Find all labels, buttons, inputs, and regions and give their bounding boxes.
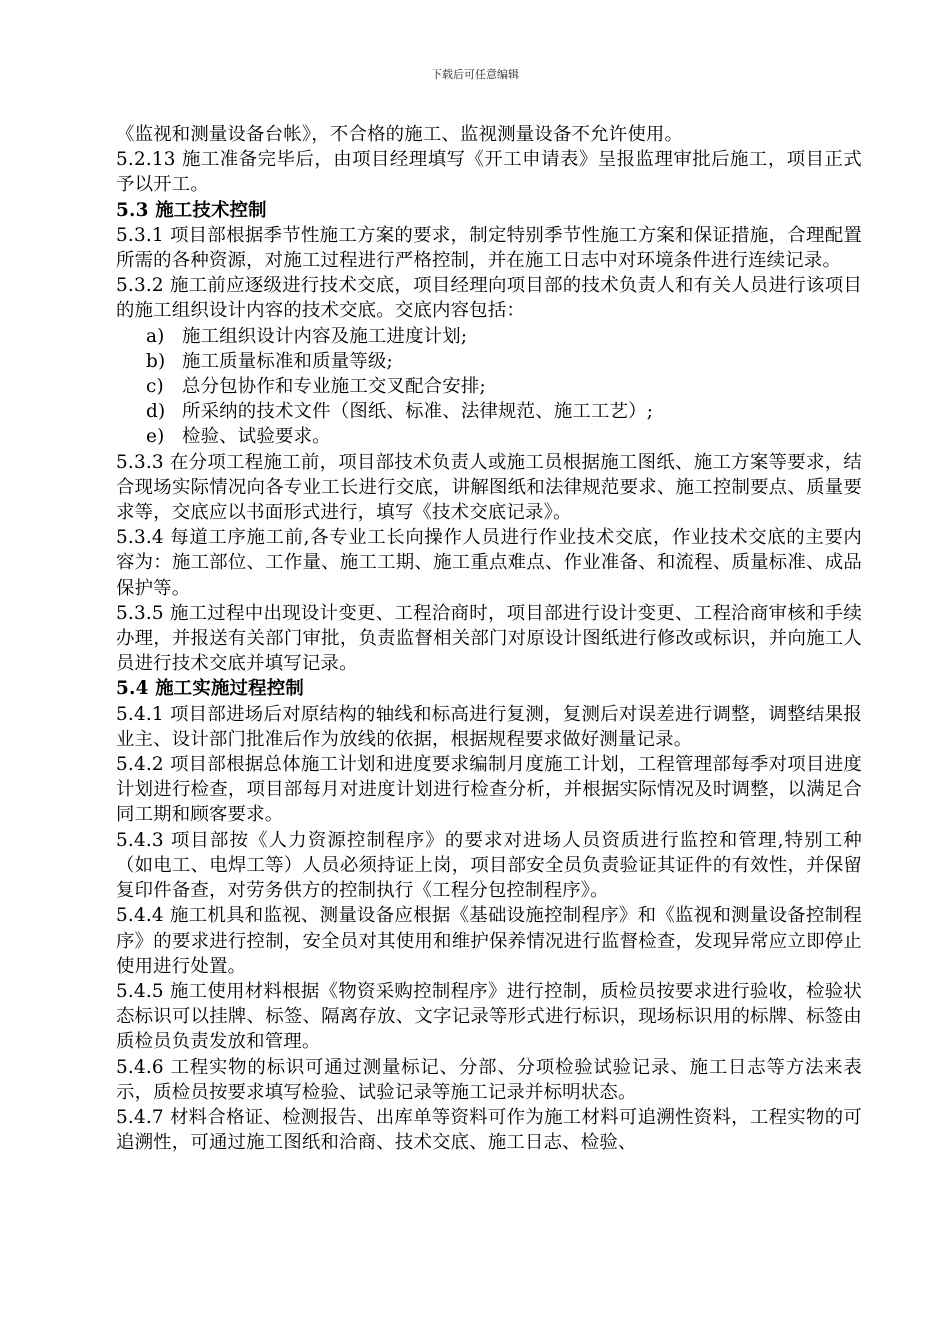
paragraph: 5.3.5 施工过程中出现设计变更、工程洽商时，项目部进行设计变更、工程洽商审核和手续办理，并报送有关部门审批，负责监督相关部门对原设计图纸进行修改或标识，并向施工人员进行技术交底并填写记录。 xyxy=(116,602,862,675)
list-item-text: 总分包协作和专业施工交叉配合安排; xyxy=(182,376,486,398)
list-item-label: e) xyxy=(146,426,165,448)
list-item-text: 施工质量标准和质量等级; xyxy=(182,350,393,372)
list-item xyxy=(116,349,862,374)
list-item xyxy=(116,374,862,399)
list-item-label: c) xyxy=(146,376,164,398)
paragraph: 5.4.5 施工使用材料根据《物资采购控制程序》进行控制，质检员按要求进行验收，检验状态标识可以挂牌、标签、隔离存放、文字记录等形式进行标识，现场标识用的标牌、标签由质检员负责发放和管理。 xyxy=(116,980,862,1053)
paragraph: 5.4.1 项目部进场后对原结构的轴线和标高进行复测，复测后对误差进行调整，调整结果报业主、设计部门批准后作为放线的依据，根据规程要求做好测量记录。 xyxy=(116,703,862,750)
paragraph: 5.4.2 项目部根据总体施工计划和进度要求编制月度施工计划，工程管理部每季对项目进度计划进行检查，项目部每月对进度计划进行检查分析，并根据实际情况及时调整，以满足合同工期和顾客要求。 xyxy=(116,754,862,826)
list-item-text: 检验、试验要求。 xyxy=(182,426,331,448)
document-body xyxy=(116,122,862,1155)
paragraph: 5.4.6 工程实物的标识可通过测量标记、分部、分项检验试验记录、施工日志等方法来表示，质检员按要求填写检验、试验记录等施工记录并标明状态。 xyxy=(116,1056,862,1103)
list-item-label: b) xyxy=(146,350,166,372)
page-header: 下载后可任意编辑 xyxy=(431,68,519,81)
list-item xyxy=(116,324,862,349)
paragraph: 《监视和测量设备台帐》，不合格的施工、监视测量设备不允许使用。 xyxy=(116,124,684,145)
list-item-text: 所采纳的技术文件（图纸、标准、法律规范、施工工艺）; xyxy=(182,401,654,423)
paragraph: 5.4.3 项目部按《人力资源控制程序》的要求对进场人员资质进行监控和管理,特别工种（如电工、电焊工等）人员必须持证上岗，项目部安全员负责验证其证件的有效性，并保留复印件备查，对劳务供方的控制执行《工程分包控制程序》。 xyxy=(116,829,862,902)
list-item-text: 施工组织设计内容及施工进度计划; xyxy=(182,325,468,347)
paragraph: 5.3.3 在分项工程施工前，项目部技术负责人或施工员根据施工图纸、施工方案等要求，结合现场实际情况向各专业工长进行交底，讲解图纸和法律规范要求、施工控制要点、质量要求等，交底应以书面形式进行，填写《技术交底记录》。 xyxy=(116,451,862,524)
handover-content-list xyxy=(116,324,862,450)
list-item-label: a) xyxy=(146,325,165,347)
section-heading: 5.4 施工实施过程控制 xyxy=(116,678,304,700)
section-heading: 5.3 施工技术控制 xyxy=(116,199,267,221)
paragraph: 5.4.7 材料合格证、检测报告、出库单等资料可作为施工材料可追溯性资料，工程实物的可追溯性，可通过施工图纸和洽商、技术交底、施工日志、检验、 xyxy=(116,1106,862,1154)
paragraph: 5.3.4 每道工序施工前,各专业工长向操作人员进行作业技术交底，作业技术交底的主要内容为：施工部位、工作量、施工工期、施工重点难点、作业准备、和流程、质量标准、成品保护等。 xyxy=(116,527,862,599)
paragraph: 5.3.1 项目部根据季节性施工方案的要求，制定特别季节性施工方案和保证措施，合理配置所需的各种资源，对施工过程进行严格控制，并在施工日志中对环境条件进行连续记录。 xyxy=(116,224,862,272)
list-item xyxy=(116,399,862,424)
paragraph: 5.3.2 施工前应逐级进行技术交底，项目经理向项目部的技术负责人和有关人员进行该项目的施工组织设计内容的技术交底。交底内容包括： xyxy=(116,275,862,322)
list-item-label: d) xyxy=(146,401,166,423)
list-item xyxy=(116,424,862,449)
paragraph: 5.4.4 施工机具和监视、测量设备应根据《基础设施控制程序》和《监视和测量设备控制程序》的要求进行控制，安全员对其使用和维护保养情况进行监督检查，发现异常应立即停止使用进行处置。 xyxy=(116,905,862,977)
paragraph: 5.2.13 施工准备完毕后，由项目经理填写《开工申请表》呈报监理审批后施工，项目正式予以开工。 xyxy=(116,149,862,196)
